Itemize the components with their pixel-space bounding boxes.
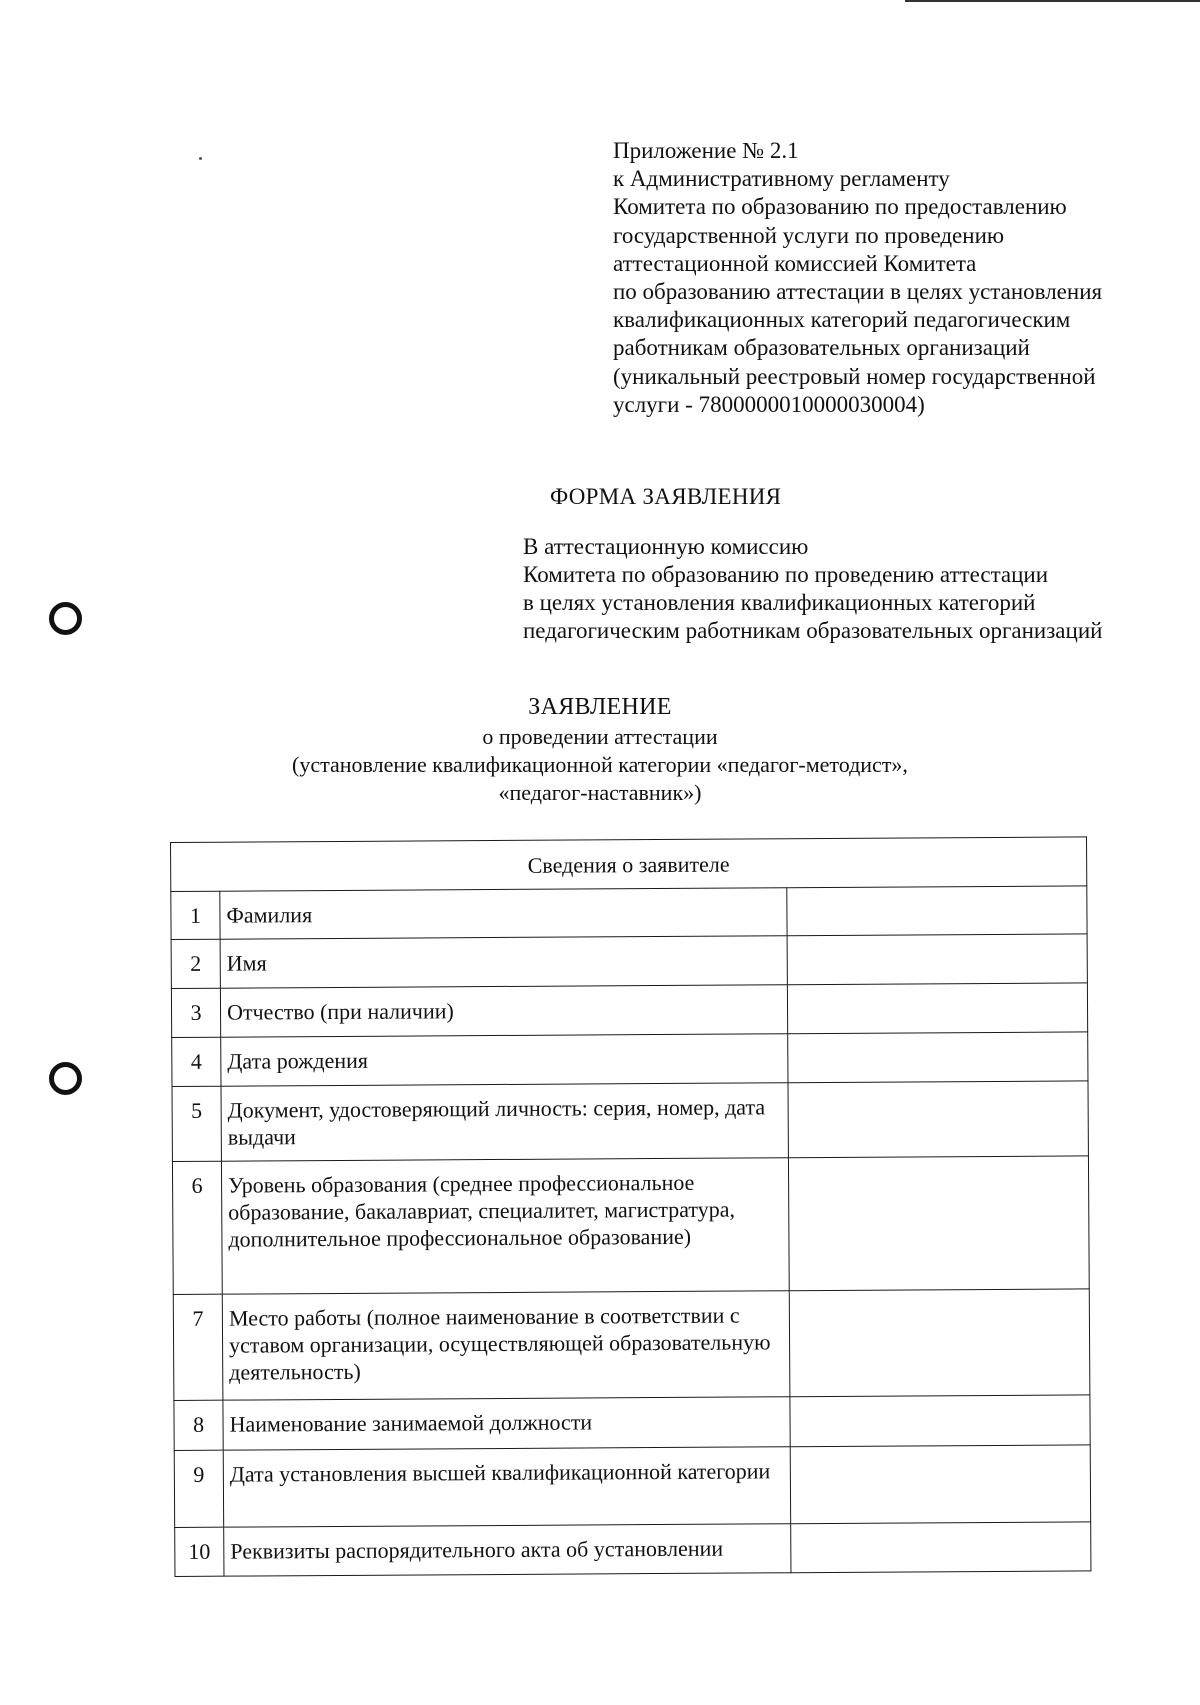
punch-hole-bottom bbox=[49, 1062, 82, 1095]
table-row bbox=[175, 1522, 1091, 1577]
row-label: Уровень образования (среднее профессиональное образование, бакалавриат, специалитет, магистратура, дополнительное профессиональное образование) bbox=[221, 1158, 789, 1294]
addressee-line: педагогическим работникам образовательных организаций bbox=[523, 618, 1103, 643]
row-label: Документ, удостоверяющий личность: серия, номер, дата выдачи bbox=[221, 1083, 788, 1161]
scan-speck bbox=[199, 157, 202, 160]
row-label: Фамилия bbox=[220, 888, 787, 939]
table-row bbox=[171, 934, 1087, 989]
form-heading: ФОРМА ЗАЯВЛЕНИЯ bbox=[550, 484, 782, 509]
row-label: Отчество (при наличии) bbox=[220, 985, 787, 1037]
annex-line: государственной услуги по проведению bbox=[613, 222, 1005, 248]
row-label: Дата рождения bbox=[221, 1034, 788, 1086]
annex-reference-block bbox=[613, 137, 1173, 419]
annex-line: к Административному регламенту bbox=[613, 166, 950, 192]
addressee-line: Комитета по образованию по проведению аттестации bbox=[523, 562, 1049, 587]
statement-title: ЗАЯВЛЕНИЕ bbox=[528, 694, 672, 720]
annex-line: аттестационной комиссией Комитета bbox=[613, 250, 977, 276]
addressee-line: в целях установления квалификационных категорий bbox=[523, 590, 1036, 615]
row-label: Наименование занимаемой должности bbox=[223, 1397, 790, 1450]
annex-line: Комитета по образованию по предоставлению bbox=[613, 194, 1067, 220]
table-row bbox=[174, 1395, 1090, 1451]
table-row bbox=[172, 1081, 1088, 1162]
row-label: Дата установления высшей квалификационной категории bbox=[223, 1447, 790, 1527]
applicant-info-table bbox=[170, 836, 1091, 1577]
scan-edge-line bbox=[905, 0, 1200, 2]
row-number: 5 bbox=[172, 1086, 221, 1161]
row-value-field[interactable] bbox=[791, 1522, 1091, 1573]
row-value-field[interactable] bbox=[790, 1445, 1090, 1524]
annex-line: Приложение № 2.1 bbox=[613, 138, 799, 163]
row-number: 2 bbox=[171, 939, 220, 988]
row-value-field[interactable] bbox=[789, 1289, 1090, 1397]
table-row bbox=[172, 1032, 1088, 1087]
annex-line: квалификационных категорий педагогическим bbox=[613, 307, 1071, 333]
row-number: 10 bbox=[175, 1527, 224, 1576]
statement-subtitle bbox=[0, 723, 1200, 807]
row-value-field[interactable] bbox=[788, 1156, 1089, 1291]
addressee-block bbox=[523, 533, 1143, 645]
row-value-field[interactable] bbox=[787, 886, 1087, 936]
annex-line: работникам образовательных организаций bbox=[613, 335, 1030, 361]
table-row bbox=[171, 886, 1087, 940]
row-number: 6 bbox=[172, 1161, 222, 1294]
row-value-field[interactable] bbox=[787, 983, 1087, 1034]
row-value-field[interactable] bbox=[788, 1032, 1088, 1083]
table-row bbox=[174, 1445, 1090, 1528]
statement-subtitle-line: «педагог-наставник») bbox=[498, 780, 702, 805]
table-row bbox=[171, 983, 1087, 1038]
row-number: 1 bbox=[171, 891, 220, 939]
row-number: 4 bbox=[172, 1037, 221, 1086]
annex-line: (уникальный реестровый номер государственной bbox=[613, 363, 1096, 389]
table-header: Сведения о заявителе bbox=[171, 837, 1087, 892]
annex-line: услуги - 7800000010000030004) bbox=[613, 391, 925, 417]
row-value-field[interactable] bbox=[790, 1395, 1090, 1447]
row-label: Имя bbox=[220, 936, 787, 988]
row-label: Место работы (полное наименование в соответствии с уставом организации, осуществляющей образовательную деятельность) bbox=[222, 1291, 790, 1400]
statement-subtitle-line: о проведении аттестации bbox=[482, 724, 718, 749]
addressee-line: В аттестационную комиссию bbox=[523, 534, 809, 559]
table-row bbox=[173, 1289, 1090, 1401]
row-number: 9 bbox=[174, 1450, 223, 1527]
row-number: 8 bbox=[174, 1400, 223, 1450]
punch-hole-top bbox=[49, 602, 82, 635]
row-value-field[interactable] bbox=[788, 1081, 1088, 1158]
table-header-row bbox=[171, 837, 1087, 892]
table-row bbox=[172, 1156, 1089, 1295]
annex-line: по образованию аттестации в целях установления bbox=[613, 279, 1103, 305]
row-number: 3 bbox=[171, 988, 220, 1037]
row-value-field[interactable] bbox=[787, 934, 1087, 985]
row-label: Реквизиты распорядительного акта об установлении bbox=[224, 1524, 791, 1576]
statement-subtitle-line: (установление квалификационной категории «педагог-методист», bbox=[292, 752, 908, 777]
row-number: 7 bbox=[173, 1294, 223, 1400]
